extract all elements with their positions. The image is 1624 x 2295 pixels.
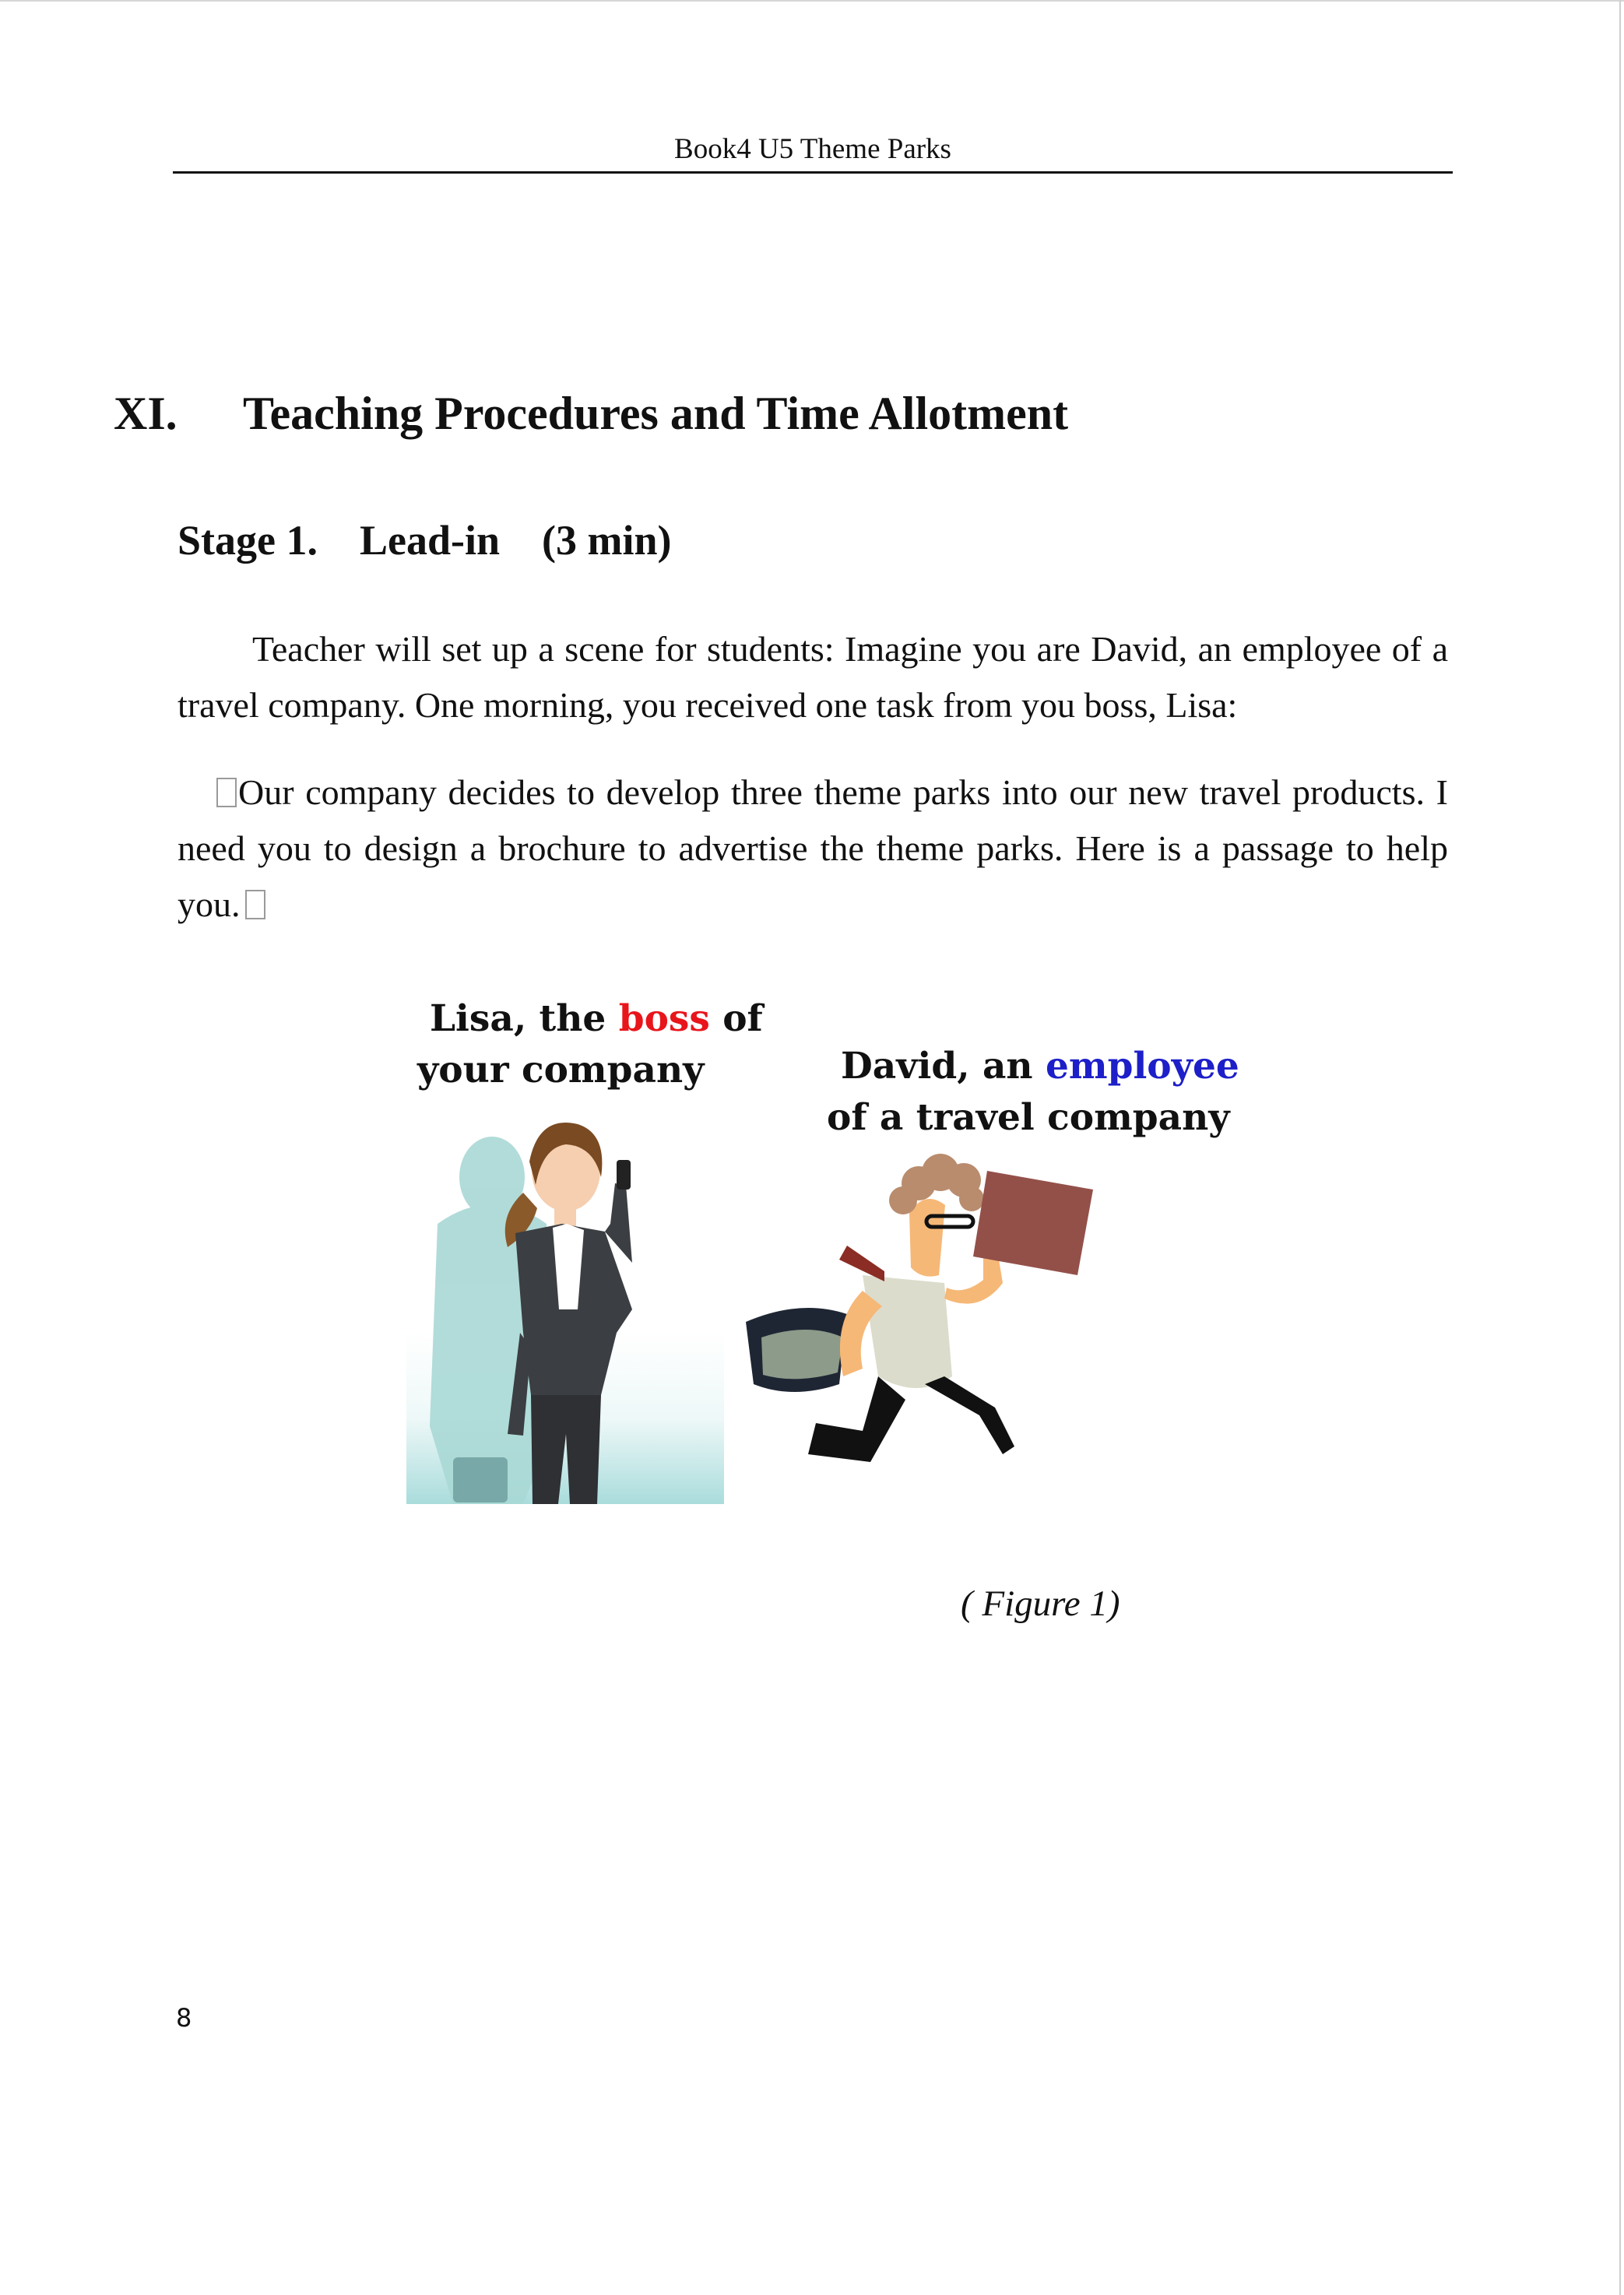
- david-shirt: [863, 1275, 952, 1388]
- section-number: XI.: [114, 388, 178, 439]
- lisa-businesswoman-illustration: [406, 1099, 724, 1504]
- intro-paragraph: Teacher will set up a scene for students: Imagine you are David, an employee of a travel company. One morning, you received one task from you boss, Lisa:: [178, 629, 1448, 725]
- david-label-line2: of a travel company: [827, 1096, 1230, 1139]
- employee-highlight: employee: [1045, 1045, 1239, 1088]
- david-figure: [746, 1154, 1093, 1462]
- close-quote-glyph: [245, 890, 265, 919]
- section-heading: [114, 385, 1437, 442]
- boss-highlight: boss: [618, 997, 710, 1040]
- header-rule: [173, 171, 1453, 174]
- lisa-label: [417, 993, 763, 1096]
- lisa-label-prefix: Lisa, the: [430, 997, 619, 1040]
- stage-duration: (3 min): [542, 517, 672, 564]
- stage-heading: [178, 514, 1267, 567]
- page-right-border: [1619, 0, 1621, 2295]
- david-face: [909, 1199, 945, 1277]
- briefcase-icon: [973, 1171, 1093, 1275]
- section-title: Teaching Procedures and Time Allotment: [243, 388, 1069, 439]
- stage-name: Lead-in: [359, 517, 501, 564]
- quote-paragraph: [178, 764, 1448, 933]
- stage-label: Stage 1.: [178, 517, 318, 564]
- open-quote-glyph: [216, 778, 237, 807]
- phone-icon: [617, 1160, 631, 1190]
- david-running-employee-illustration: [746, 1143, 1182, 1504]
- david-back-leg: [808, 1376, 905, 1462]
- page-number: 8: [176, 2003, 192, 2033]
- david-label-line1: [841, 1041, 1239, 1092]
- lisa-label-line2: your company: [417, 1049, 705, 1091]
- figure-caption: ( Figure 1): [961, 1583, 1120, 1624]
- running-header: Book4 U5 Theme Parks: [674, 133, 951, 165]
- david-label: [827, 1041, 1239, 1144]
- david-front-leg: [925, 1376, 1014, 1454]
- suitcase-icon: [453, 1457, 508, 1502]
- page-top-border: [0, 0, 1624, 2]
- david-coat-lining: [761, 1330, 843, 1379]
- david-label-prefix: David, an: [841, 1045, 1046, 1088]
- david-tie: [839, 1246, 884, 1281]
- lisa-label-line1: [430, 993, 763, 1045]
- quote-text: Our company decides to develop three theme parks into our new travel products. I need you to design a brochure to advertise the theme parks. Here is a passage to help you.: [178, 772, 1448, 924]
- lisa-label-suffix: of: [709, 997, 763, 1040]
